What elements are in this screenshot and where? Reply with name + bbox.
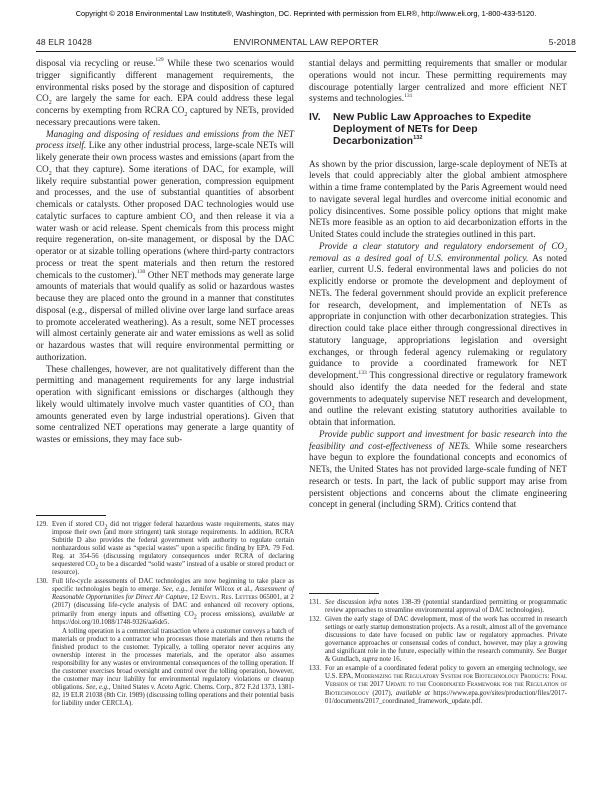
footnote-number: 129. — [36, 521, 48, 528]
paragraph: Provide a clear statutory and regulatory endorsement of $CO_2$ removal as a desired goal of U.S. environmental policy. As noted earlier, current U.S. federal environmental laws and policies do not explicitly endorse or promote the development and deployment of NETs. The federal government should provide an explicit preference for research, development, and implementation of NETs as appropriate in conjunction with other decarbonization strategies. This direction could take place either through congressional directives in statutory language, appropriations legislation and oversight exchanges, or through federal agency rulemaking or regulatory guidance to provide a coordinated framework for NET development.$^{133}$ This congressional directive or regulatory framework should also identify the data needed for the federal and state governments to adequately supervise NET research and development, and outline the relevant existing statutory authorities available to obtain that information. — [309, 240, 567, 428]
paragraph-lead: Provide public support and investment for basic research into the feasibility and cost-effectiveness of NETs. — [309, 428, 567, 451]
footnotes-left — [36, 521, 294, 709]
footnote-number: 130. — [36, 578, 48, 586]
issue-date: 5-2018 — [548, 37, 576, 47]
footnote-number: 131. — [309, 599, 321, 606]
right-column — [309, 58, 567, 584]
footnote-ref[interactable]: 130 — [136, 268, 146, 275]
paragraph-lead: Provide a clear statutory and regulatory endorsement of $CO_2$ removal as a desired goal of U.S. environmental policy. — [309, 240, 567, 263]
page-reference: 48 ELR 10428 — [36, 37, 92, 47]
copyright-notice: Copyright © 2018 Environmental Law Institute®, Washington, DC. Reprinted with permission from ELR®, http://www.eli.org, 1-800-433-5120. — [75, 9, 537, 18]
paragraph: disposal via recycling or reuse.$^{129}$ While these two scenarios would trigger significantly different management requirements, the environmental risks posed by the storage and disposition of captured $CO_2$ are largely the same for each. EPA could address these legal concerns by exempting from RCRA $CO_2$ captured by NETs, provided necessary precautions were taken. — [36, 57, 294, 127]
epa-link[interactable]: https://www.epa.gov/sites/production/files/2017-01/documents/2017_coordinated_framework_update.pdf. — [325, 689, 567, 705]
footnote-130-continuation: A tolling operation is a commercial transaction where a customer conveys a batch of materials or product to a contractor who processes those materials and then returns the finished product to the customer. Typically, a tolling operator never acquires any ownership interest in the processes materials, and the operator also assumes responsibility for any wastes or environmental consequences of the tolling operation. If the customer exercises broad oversight and control over the tolling operation, however, the customer may incur liability for environmental regulatory violations or cleanup obligations. See, e.g., United States v. Aceto Agric. Chems. Corp., 872 F.2d 1373, 1381-82, 19 ELR 21038 (8th Cir. 1989) (discussing tolling operations and their potential basis for liability under CERCLA). — [52, 627, 294, 708]
footnotes-right — [309, 599, 567, 707]
footnote-ref[interactable]: 132 — [413, 135, 423, 142]
running-header — [36, 37, 576, 49]
header-rule — [36, 51, 576, 52]
footnote-ref[interactable]: 129 — [155, 57, 164, 64]
paragraph: stantial delays and permitting requirements that smaller or modular operations would not incur. These permitting requirements may discourage potentially larger centralized and more efficient NET systems and technologies.$^{131}$ — [309, 58, 567, 104]
paragraph: Provide public support and investment for basic research into the feasibility and cost-effectiveness of NETs. While some researchers have begun to explore the foundational concepts and economics of NETs, the United States has not provided large-scale funding of NET research or tests. In part, the lack of public support may arise from persistent objections and concerns about the climate engineering concept in general (including SRM). Critics contend that — [309, 428, 567, 510]
footnote-number: 132. — [309, 616, 321, 624]
footnote-rule — [36, 515, 106, 516]
section-number: IV. — [309, 112, 321, 123]
paragraph: These challenges, however, are not qualitatively different than the permitting and management requirements for any large industrial operation with significant emissions or discharges (although they likely would ultimately involve much vaster quantities of $CO_2$ than amounts generated even by large industrial operations). Given that some centralized NET operations may generate a large quantity of wastes or emissions, they may face sub- — [36, 363, 294, 444]
footnote-rule — [309, 593, 379, 594]
footnote-ref[interactable]: 131 — [404, 92, 413, 99]
paragraph: As shown by the prior discussion, large-scale deployment of NETs at levels that could appreciably alter the global ambient atmosphere within a time frame contemplated by the Paris Agreement would need to navigate several legal hurdles and overcome initial economic and policy disincentives. Some possible policy options that might make NETs more feasible as an option to aid decarbonization efforts in the United States could include the strategies outlined in this part. — [309, 158, 567, 240]
footnote-ref[interactable]: 133 — [358, 369, 367, 376]
doi-link[interactable]: https://doi.org/10.1088/1748-9326/aa6de5. — [52, 618, 170, 626]
section-heading — [309, 112, 567, 149]
left-column — [36, 58, 294, 510]
footnote-number: 133. — [309, 665, 321, 673]
footnote-132: 132. Given the early stage of DAC development, most of the work has occurred in research settings or early startup demonstration projects. As a result, almost all of the governance discussions to date have focused on public law or regulatory approaches. Private governance approaches or consensual codes of conduct, however, may play a growing and significant role in the future, especially within the research community. See Burger & Gundlach, supra note 16. — [309, 616, 567, 664]
journal-title: ENVIRONMENTAL LAW REPORTER — [233, 37, 379, 47]
paragraph-lead: Managing and disposing of residues and emissions from the NET process itself. — [36, 128, 294, 151]
footnote-133: 133. For an example of a coordinated federal policy to govern an emerging technology, see U.S. EPA, Modernizing the Regulatory System for Biotechnology Products: Final Version of the 2017 Update to the Coordinated Framework for the Regulation of Biotechnology (2017), available at https://www.epa.gov/sites/production/files/2017-01/documents/2017_coordinated_framework_update.pdf. — [309, 665, 567, 705]
section-title: New Public Law Approaches to Expedite Deployment of NETs for Deep Decarbonization — [333, 112, 532, 148]
footnote-131: 131. See discussion infra notes 138-39 (potential standardized permitting or programmatic review approaches to streamline environmental approval of DAC technologies). — [309, 599, 567, 615]
paragraph: Managing and disposing of residues and emissions from the NET process itself. Like any other industrial process, large-scale NETs will likely generate their own process wastes and emissions (apart from the $CO_2$ that they capture). Some iterations of DAC, for example, will likely require substantial power generation, compression equipment and processes, and the use of substantial quantities of absorbent chemicals or catalysts. Other proposed DAC technologies would use catalytic surfaces to capture ambient $CO_2$ and then release it via a water wash or acid release. Spent chemicals from this process might require regeneration, on-site management, or disposal by the DAC operator or at sizable tolling operations (where third-party contractors process or treat the spent materials and then return the restored chemicals to the customer).$^{130}$ Other NET methods may generate large amounts of materials that would qualify as solid or hazardous wastes because they are placed onto the ground in a manner that constitutes disposal (e.g., dispersal of milled olivine over large land surface areas to promote accelerated weathering). As a result, some NET processes will almost certainly generate air and water emissions as well as solid or hazardous wastes that will require environmental permitting or authorization. — [36, 128, 295, 362]
footnote-129: 129. Even if stored $CO_2$ did not trigger federal hazardous waste requirements, states may impose their own (and more stringent) tank storage requirements. In addition, RCRA Subtitle D also provides the federal government with authority to regulate certain nonhazardous solid waste as “special wastes” upon a specific finding by EPA. 79 Fed. Reg. at 354-56 (discussing regulatory consequences under RCRA of declaring sequestered $CO_2$ to be a discarded “solid waste” instead of a usable or stored product or resource). — [36, 521, 295, 577]
footnote-130: 130. Full life-cycle assessments of DAC technologies are now beginning to take place as specific technologies begin to emerge. See, e.g., Jennifer Wilcox et al., Assessment of Reasonable Opportunities for Direct Air Capture, 12 Envtl. Res. Letters 065001, at 2 (2017) (discussing life-cycle analysis of DAC and enhanced oil recovery options, primarily from energy inputs and offsetting $CO_2$ process emissions), available at https://doi.org/10.1088/1748-9326/aa6de5. — [36, 578, 294, 626]
